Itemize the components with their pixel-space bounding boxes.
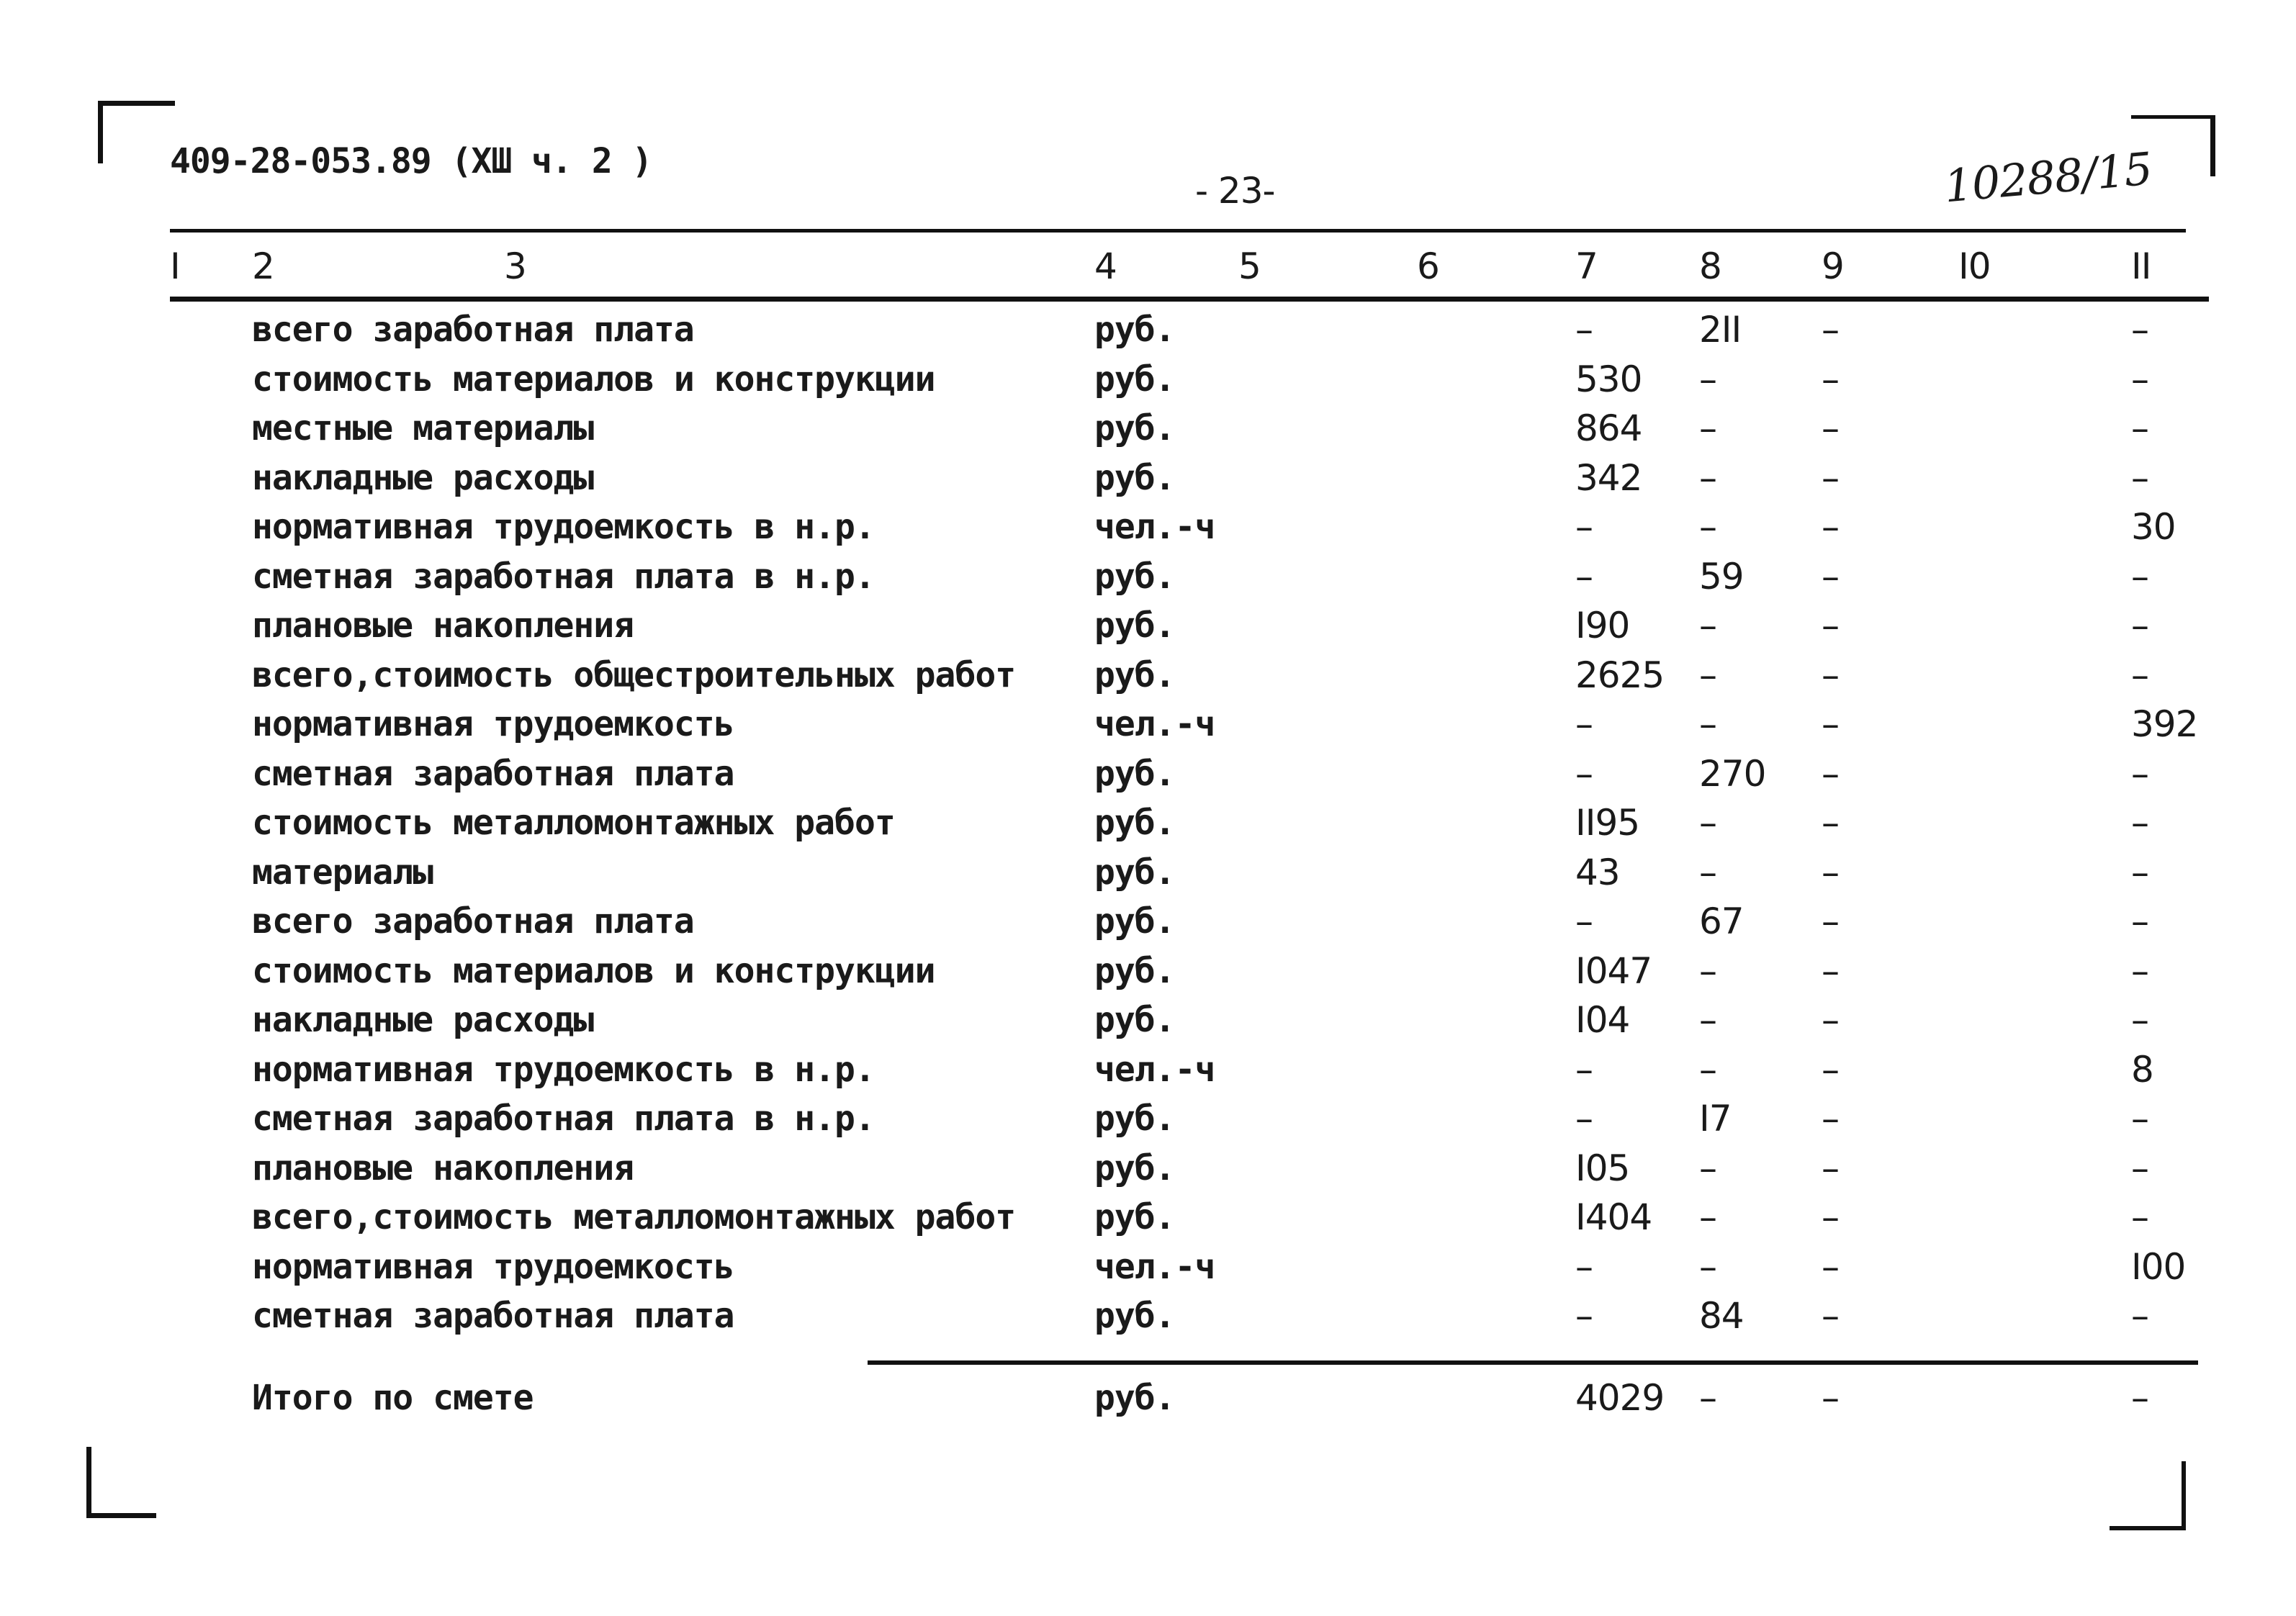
row-col9-value: – bbox=[1822, 1295, 1839, 1337]
row-col9-value: – bbox=[1822, 556, 1839, 597]
column-header: I bbox=[170, 245, 180, 287]
row-unit: руб. bbox=[1094, 310, 1175, 350]
row-col9-value: – bbox=[1822, 506, 1839, 548]
row-col8-value: I7 bbox=[1699, 1098, 1732, 1139]
row-col11-value: – bbox=[2131, 309, 2148, 351]
row-col11-value: – bbox=[2131, 556, 2148, 597]
row-unit: руб. bbox=[1094, 852, 1175, 893]
row-col8-value: 270 bbox=[1699, 753, 1766, 795]
row-col11-value: – bbox=[2131, 1147, 2148, 1189]
total-unit: руб. bbox=[1094, 1378, 1175, 1418]
row-label: всего,стоимость общестроительных работ bbox=[252, 655, 1016, 695]
row-col8-value: – bbox=[1699, 506, 1716, 548]
row-unit: руб. bbox=[1094, 359, 1175, 400]
table-row bbox=[0, 1048, 2296, 1091]
row-unit: чел.-ч bbox=[1094, 1247, 1215, 1287]
row-label: сметная заработная плата bbox=[252, 1296, 734, 1336]
row-col9-value: – bbox=[1822, 703, 1839, 745]
row-col7-value: 864 bbox=[1575, 407, 1642, 449]
row-col9-value: – bbox=[1822, 605, 1839, 646]
row-label: накладные расходы bbox=[252, 458, 594, 498]
column-header: 3 bbox=[504, 245, 526, 287]
table-row bbox=[0, 555, 2296, 598]
column-header: 5 bbox=[1238, 245, 1261, 287]
row-col8-value: – bbox=[1699, 950, 1716, 992]
row-col9-value: – bbox=[1822, 1098, 1839, 1139]
row-unit: руб. bbox=[1094, 655, 1175, 695]
sheet-id-handwritten: 10288/15 bbox=[1942, 142, 2154, 213]
row-col9-value: – bbox=[1822, 802, 1839, 844]
page-number: - 23- bbox=[1195, 170, 1275, 212]
row-label: всего заработная плата bbox=[252, 310, 694, 350]
row-col9-value: – bbox=[1822, 309, 1839, 351]
table-row bbox=[0, 1294, 2296, 1337]
corner-mark-bottom-right bbox=[2110, 1461, 2186, 1530]
row-label: нормативная трудоемкость в н.р. bbox=[252, 507, 875, 547]
row-col11-value: 30 bbox=[2131, 506, 2176, 548]
row-unit: чел.-ч bbox=[1094, 1050, 1215, 1090]
row-col7-value: – bbox=[1575, 753, 1593, 795]
row-col11-value: – bbox=[2131, 1098, 2148, 1139]
row-col9-value: – bbox=[1822, 1246, 1839, 1288]
row-col7-value: – bbox=[1575, 1049, 1593, 1091]
row-unit: руб. bbox=[1094, 1098, 1175, 1139]
row-col11-value: – bbox=[2131, 358, 2148, 400]
row-col8-value: 67 bbox=[1699, 900, 1744, 942]
table-row bbox=[0, 407, 2296, 450]
table-row bbox=[0, 505, 2296, 549]
row-col11-value: I00 bbox=[2131, 1246, 2186, 1288]
row-col8-value: – bbox=[1699, 654, 1716, 696]
row-col9-value: – bbox=[1822, 358, 1839, 400]
row-col7-value: – bbox=[1575, 1295, 1593, 1337]
total-label: Итого по смете bbox=[252, 1378, 534, 1418]
row-col7-value: I047 bbox=[1575, 950, 1652, 992]
row-label: стоимость материалов и конструкции bbox=[252, 359, 935, 400]
row-col11-value: – bbox=[2131, 1196, 2148, 1238]
row-col8-value: 2II bbox=[1699, 309, 1742, 351]
row-unit: руб. bbox=[1094, 556, 1175, 597]
row-col8-value: – bbox=[1699, 1246, 1716, 1288]
row-col11-value: – bbox=[2131, 753, 2148, 795]
row-col8-value: – bbox=[1699, 802, 1716, 844]
row-col8-value: – bbox=[1699, 1049, 1716, 1091]
row-col11-value: – bbox=[2131, 407, 2148, 449]
row-col8-value: – bbox=[1699, 1147, 1716, 1189]
column-header: 9 bbox=[1822, 245, 1844, 287]
row-col7-value: 530 bbox=[1575, 358, 1642, 400]
row-col9-value: – bbox=[1822, 999, 1839, 1041]
row-unit: руб. bbox=[1094, 605, 1175, 646]
row-label: накладные расходы bbox=[252, 1000, 594, 1040]
row-label: сметная заработная плата bbox=[252, 754, 734, 794]
row-unit: руб. bbox=[1094, 1197, 1175, 1237]
total-rule bbox=[868, 1360, 2198, 1365]
row-col11-value: – bbox=[2131, 852, 2148, 893]
row-col9-value: – bbox=[1822, 852, 1839, 893]
row-col9-value: – bbox=[1822, 950, 1839, 992]
row-col11-value: – bbox=[2131, 654, 2148, 696]
row-col8-value: – bbox=[1699, 1196, 1716, 1238]
table-row bbox=[0, 456, 2296, 500]
table-row bbox=[0, 949, 2296, 993]
table-row bbox=[0, 1196, 2296, 1239]
column-header: I0 bbox=[1958, 245, 1991, 287]
row-unit: руб. bbox=[1094, 951, 1175, 991]
table-row bbox=[0, 308, 2296, 351]
row-unit: руб. bbox=[1094, 458, 1175, 498]
row-col8-value: 84 bbox=[1699, 1295, 1744, 1337]
row-col9-value: – bbox=[1822, 753, 1839, 795]
document-code: 409-28-053.89 (ХШ ч. 2 ) bbox=[170, 141, 652, 181]
row-col11-value: 392 bbox=[2131, 703, 2198, 745]
row-unit: чел.-ч bbox=[1094, 704, 1215, 744]
row-col7-value: 2625 bbox=[1575, 654, 1665, 696]
row-unit: руб. bbox=[1094, 1148, 1175, 1188]
row-col9-value: – bbox=[1822, 457, 1839, 499]
table-row bbox=[0, 1245, 2296, 1288]
table-header-rule bbox=[170, 297, 2209, 302]
table-row bbox=[0, 1147, 2296, 1190]
row-col7-value: 43 bbox=[1575, 852, 1620, 893]
table-row bbox=[0, 900, 2296, 943]
row-col7-value: – bbox=[1575, 1246, 1593, 1288]
row-col11-value: – bbox=[2131, 457, 2148, 499]
row-label: местные материалы bbox=[252, 408, 594, 448]
row-label: всего заработная плата bbox=[252, 901, 694, 942]
row-unit: руб. bbox=[1094, 408, 1175, 448]
row-col7-value: I404 bbox=[1575, 1196, 1652, 1238]
row-col11-value: – bbox=[2131, 999, 2148, 1041]
row-col11-value: – bbox=[2131, 802, 2148, 844]
total-col11: – bbox=[2131, 1377, 2148, 1419]
total-col7: 4029 bbox=[1575, 1377, 1665, 1419]
row-col11-value: 8 bbox=[2131, 1049, 2153, 1091]
table-row bbox=[0, 801, 2296, 844]
row-label: сметная заработная плата в н.р. bbox=[252, 1098, 875, 1139]
table-row bbox=[0, 998, 2296, 1042]
row-col7-value: I90 bbox=[1575, 605, 1630, 646]
row-unit: руб. bbox=[1094, 754, 1175, 794]
total-col9: – bbox=[1822, 1377, 1839, 1419]
table-row bbox=[0, 604, 2296, 647]
row-label: стоимость металломонтажных работ bbox=[252, 803, 895, 843]
row-col8-value: – bbox=[1699, 407, 1716, 449]
row-col7-value: – bbox=[1575, 506, 1593, 548]
row-col11-value: – bbox=[2131, 950, 2148, 992]
row-col8-value: 59 bbox=[1699, 556, 1744, 597]
row-col8-value: – bbox=[1699, 999, 1716, 1041]
row-col7-value: – bbox=[1575, 1098, 1593, 1139]
column-header: II bbox=[2131, 245, 2151, 287]
table-row bbox=[0, 752, 2296, 795]
column-header: 2 bbox=[252, 245, 274, 287]
row-col9-value: – bbox=[1822, 1196, 1839, 1238]
row-col7-value: – bbox=[1575, 309, 1593, 351]
column-header: 6 bbox=[1417, 245, 1439, 287]
table-row bbox=[0, 703, 2296, 746]
row-label: всего,стоимость металломонтажных работ bbox=[252, 1197, 1016, 1237]
total-row bbox=[0, 1376, 2296, 1419]
row-label: материалы bbox=[252, 852, 433, 893]
row-col9-value: – bbox=[1822, 654, 1839, 696]
column-header: 8 bbox=[1699, 245, 1721, 287]
column-header: 7 bbox=[1575, 245, 1598, 287]
table-row bbox=[0, 1097, 2296, 1140]
row-label: нормативная трудоемкость в н.р. bbox=[252, 1050, 875, 1090]
row-col8-value: – bbox=[1699, 605, 1716, 646]
row-col7-value: 342 bbox=[1575, 457, 1642, 499]
row-col7-value: II95 bbox=[1575, 802, 1640, 844]
corner-mark-top-left bbox=[98, 101, 175, 163]
table-row bbox=[0, 654, 2296, 697]
row-label: плановые накопления bbox=[252, 1148, 634, 1188]
row-col9-value: – bbox=[1822, 407, 1839, 449]
row-unit: руб. bbox=[1094, 803, 1175, 843]
row-col8-value: – bbox=[1699, 358, 1716, 400]
row-label: нормативная трудоемкость bbox=[252, 1247, 734, 1287]
table-row bbox=[0, 358, 2296, 401]
column-header-row bbox=[0, 245, 2296, 288]
row-col7-value: I04 bbox=[1575, 999, 1630, 1041]
row-col11-value: – bbox=[2131, 1295, 2148, 1337]
row-col8-value: – bbox=[1699, 457, 1716, 499]
total-col8: – bbox=[1699, 1377, 1716, 1419]
row-label: нормативная трудоемкость bbox=[252, 704, 734, 744]
row-col9-value: – bbox=[1822, 900, 1839, 942]
table-row bbox=[0, 851, 2296, 894]
row-unit: чел.-ч bbox=[1094, 507, 1215, 547]
row-col7-value: – bbox=[1575, 703, 1593, 745]
row-label: стоимость материалов и конструкции bbox=[252, 951, 935, 991]
row-col11-value: – bbox=[2131, 605, 2148, 646]
row-label: сметная заработная плата в н.р. bbox=[252, 556, 875, 597]
row-col8-value: – bbox=[1699, 703, 1716, 745]
row-col9-value: – bbox=[1822, 1147, 1839, 1189]
row-col7-value: I05 bbox=[1575, 1147, 1630, 1189]
corner-mark-bottom-left bbox=[86, 1447, 156, 1518]
row-label: плановые накопления bbox=[252, 605, 634, 646]
column-header: 4 bbox=[1094, 245, 1117, 287]
row-unit: руб. bbox=[1094, 901, 1175, 942]
row-col9-value: – bbox=[1822, 1049, 1839, 1091]
row-col7-value: – bbox=[1575, 900, 1593, 942]
row-unit: руб. bbox=[1094, 1000, 1175, 1040]
row-col8-value: – bbox=[1699, 852, 1716, 893]
table-top-rule bbox=[170, 229, 2186, 233]
row-unit: руб. bbox=[1094, 1296, 1175, 1336]
row-col7-value: – bbox=[1575, 556, 1593, 597]
row-col11-value: – bbox=[2131, 900, 2148, 942]
